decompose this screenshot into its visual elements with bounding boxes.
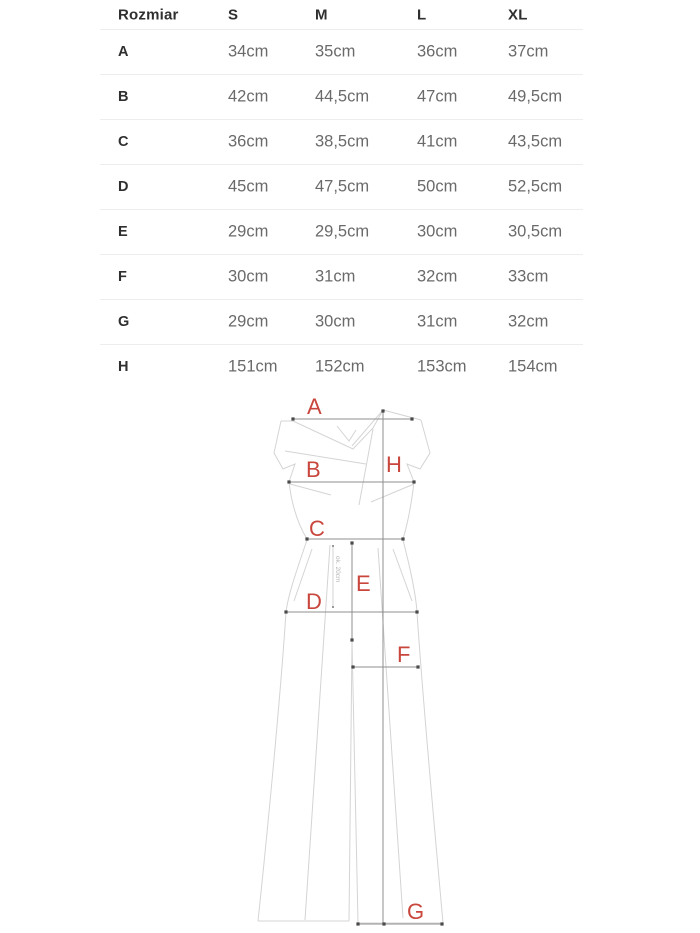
table-row [100, 254, 583, 299]
size-value-cell: 36cm [228, 132, 269, 151]
row-label: E [118, 224, 128, 240]
right-leg-inner [352, 641, 358, 923]
table-header-row [100, 0, 583, 29]
label-E: E [356, 571, 371, 596]
dot [350, 638, 353, 641]
underwrap-line [285, 451, 366, 464]
right-pocket-line [393, 549, 412, 601]
size-value-cell: 41cm [417, 132, 458, 151]
table-row [100, 299, 583, 344]
dot [287, 480, 290, 483]
label-A: A [307, 394, 322, 419]
size-value-cell: 42cm [228, 87, 269, 106]
label-B: B [306, 457, 321, 482]
size-value-cell: 32cm [508, 312, 549, 331]
size-value-cell: 152cm [315, 357, 365, 376]
dot [284, 610, 287, 613]
size-value-cell: 35cm [315, 42, 356, 61]
waist-dart-right [371, 484, 414, 502]
size-value-cell: 38,5cm [315, 132, 370, 151]
size-value-cell: 47cm [417, 87, 458, 106]
right-leg-crease [378, 548, 403, 918]
bodice-neckline [281, 410, 421, 449]
column-header-s: S [228, 6, 239, 23]
right-leg-outer [403, 540, 443, 923]
dot [410, 417, 413, 420]
dot [351, 665, 354, 668]
size-value-cell: 52,5cm [508, 177, 563, 196]
tick [332, 545, 334, 547]
dot [350, 541, 353, 544]
table-row [100, 164, 583, 209]
size-value-cell: 30cm [315, 312, 356, 331]
size-value-cell: 29cm [228, 312, 269, 331]
size-value-cell: 34cm [228, 42, 269, 61]
table-row [100, 119, 583, 164]
size-value-cell: 36cm [417, 42, 458, 61]
column-header-xl: XL [508, 6, 528, 23]
size-value-cell: 30cm [417, 222, 458, 241]
size-value-cell: 30,5cm [508, 222, 563, 241]
label-D: D [306, 589, 322, 614]
size-value-cell: 47,5cm [315, 177, 370, 196]
dot [416, 665, 419, 668]
table-row [100, 74, 583, 119]
size-value-cell: 154cm [508, 357, 558, 376]
dot [356, 922, 359, 925]
size-value-cell: 31cm [417, 312, 458, 331]
dot [440, 922, 443, 925]
dot [415, 610, 418, 613]
garment-measurement-diagram [0, 390, 700, 933]
dot [412, 480, 415, 483]
table-row [100, 344, 583, 389]
left-leg-inner [349, 641, 352, 921]
size-value-cell: 29cm [228, 222, 269, 241]
label-G: G [407, 899, 425, 924]
table-row [100, 29, 583, 74]
size-value-cell: 29,5cm [315, 222, 370, 241]
waist-hip-note: ok. 20cm [334, 556, 341, 583]
label-F: F [397, 642, 411, 667]
label-H: H [386, 452, 402, 477]
row-label: B [118, 89, 129, 105]
waist-dart-left [290, 484, 331, 495]
size-value-cell: 49,5cm [508, 87, 563, 106]
row-label: D [118, 179, 129, 195]
row-label: G [118, 314, 130, 330]
size-value-cell: 50cm [417, 177, 458, 196]
row-label: A [118, 44, 129, 60]
label-C: C [309, 516, 325, 541]
row-label: H [118, 359, 129, 375]
size-value-cell: 151cm [228, 357, 278, 376]
size-value-cell: 44,5cm [315, 87, 370, 106]
size-value-cell: 33cm [508, 267, 549, 286]
size-value-cell: 31cm [315, 267, 356, 286]
column-header-m: M [315, 6, 328, 23]
table-row [100, 209, 583, 254]
tick [332, 606, 334, 608]
right-sleeve [403, 420, 430, 539]
wrap-edge-right [352, 410, 383, 446]
row-label: F [118, 269, 127, 285]
size-value-cell: 37cm [508, 42, 549, 61]
size-value-cell: 32cm [417, 267, 458, 286]
wrap-fold [337, 426, 356, 441]
size-table [0, 0, 700, 389]
dot [382, 922, 385, 925]
dot [401, 537, 404, 540]
row-label: C [118, 134, 129, 150]
column-header-l: L [417, 6, 427, 23]
column-header-size: Rozmiar [118, 6, 179, 23]
size-value-cell: 45cm [228, 177, 269, 196]
size-value-cell: 30cm [228, 267, 269, 286]
dot [291, 417, 294, 420]
left-sleeve [274, 421, 307, 539]
dot [381, 409, 384, 412]
left-leg-outer [258, 540, 307, 921]
size-value-cell: 153cm [417, 357, 467, 376]
size-value-cell: 43,5cm [508, 132, 563, 151]
